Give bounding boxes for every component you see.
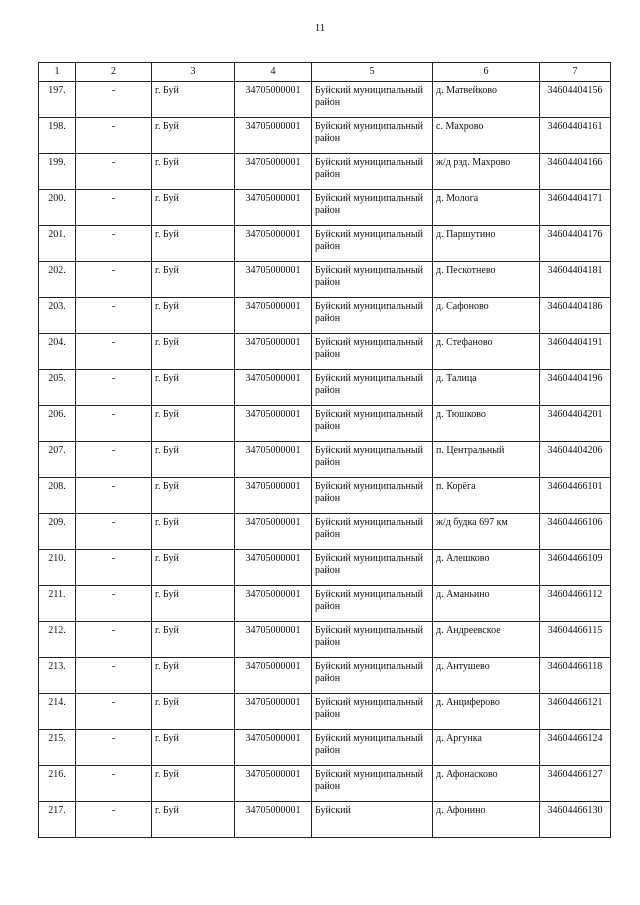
oktmo-city-cell: 34705000001 [235, 334, 312, 370]
row-number: 214. [39, 694, 76, 730]
column-2-cell: - [76, 82, 152, 118]
settlement-cell: д. Аргунка [433, 730, 540, 766]
column-2-cell: - [76, 226, 152, 262]
table-row [39, 154, 611, 190]
row-number: 213. [39, 658, 76, 694]
column-header: 7 [540, 63, 611, 82]
table-row [39, 406, 611, 442]
city-cell: г. Буй [152, 514, 235, 550]
settlement-cell: д. Аманьино [433, 586, 540, 622]
oktmo-city-cell: 34705000001 [235, 298, 312, 334]
city-cell: г. Буй [152, 190, 235, 226]
city-cell: г. Буй [152, 766, 235, 802]
settlement-cell: д. Молога [433, 190, 540, 226]
settlement-cell: д. Афонино [433, 802, 540, 838]
table-row [39, 802, 611, 838]
city-cell: г. Буй [152, 118, 235, 154]
district-cell: Буйский муниципальный район [312, 622, 433, 658]
district-cell: Буйский муниципальный район [312, 226, 433, 262]
settlement-cell: д. Стефаново [433, 334, 540, 370]
registry-table [38, 62, 611, 838]
row-number: 208. [39, 478, 76, 514]
oktmo-settlement-cell: 34604404181 [540, 262, 611, 298]
settlement-cell: д. Пескотнево [433, 262, 540, 298]
row-number: 211. [39, 586, 76, 622]
row-number: 212. [39, 622, 76, 658]
city-cell: г. Буй [152, 730, 235, 766]
oktmo-settlement-cell: 34604404186 [540, 298, 611, 334]
table-row [39, 622, 611, 658]
oktmo-city-cell: 34705000001 [235, 478, 312, 514]
district-cell: Буйский муниципальный район [312, 442, 433, 478]
oktmo-city-cell: 34705000001 [235, 802, 312, 838]
city-cell: г. Буй [152, 622, 235, 658]
oktmo-city-cell: 34705000001 [235, 406, 312, 442]
city-cell: г. Буй [152, 442, 235, 478]
column-2-cell: - [76, 298, 152, 334]
settlement-cell: п. Центральный [433, 442, 540, 478]
row-number: 215. [39, 730, 76, 766]
district-cell: Буйский муниципальный район [312, 514, 433, 550]
city-cell: г. Буй [152, 154, 235, 190]
oktmo-settlement-cell: 34604404191 [540, 334, 611, 370]
oktmo-city-cell: 34705000001 [235, 262, 312, 298]
city-cell: г. Буй [152, 802, 235, 838]
column-2-cell: - [76, 550, 152, 586]
row-number: 199. [39, 154, 76, 190]
row-number: 204. [39, 334, 76, 370]
settlement-cell: д. Тюшково [433, 406, 540, 442]
row-number: 205. [39, 370, 76, 406]
column-2-cell: - [76, 370, 152, 406]
district-cell: Буйский муниципальный район [312, 118, 433, 154]
oktmo-settlement-cell: 34604466118 [540, 658, 611, 694]
settlement-cell: д. Талица [433, 370, 540, 406]
oktmo-city-cell: 34705000001 [235, 658, 312, 694]
page-number: 11 [314, 22, 326, 34]
oktmo-city-cell: 34705000001 [235, 586, 312, 622]
settlement-cell: д. Антушево [433, 658, 540, 694]
oktmo-city-cell: 34705000001 [235, 622, 312, 658]
district-cell: Буйский муниципальный район [312, 730, 433, 766]
oktmo-settlement-cell: 34604404206 [540, 442, 611, 478]
city-cell: г. Буй [152, 550, 235, 586]
row-number: 217. [39, 802, 76, 838]
column-header: 6 [433, 63, 540, 82]
column-2-cell: - [76, 406, 152, 442]
oktmo-city-cell: 34705000001 [235, 118, 312, 154]
district-cell: Буйский [312, 802, 433, 838]
table-row [39, 694, 611, 730]
column-2-cell: - [76, 442, 152, 478]
table-row [39, 442, 611, 478]
city-cell: г. Буй [152, 262, 235, 298]
table-row [39, 118, 611, 154]
oktmo-city-cell: 34705000001 [235, 226, 312, 262]
oktmo-settlement-cell: 34604466109 [540, 550, 611, 586]
table-row [39, 262, 611, 298]
oktmo-settlement-cell: 34604466115 [540, 622, 611, 658]
table-row [39, 82, 611, 118]
settlement-cell: д. Сафоново [433, 298, 540, 334]
row-number: 202. [39, 262, 76, 298]
table-row [39, 298, 611, 334]
column-2-cell: - [76, 694, 152, 730]
row-number: 207. [39, 442, 76, 478]
oktmo-city-cell: 34705000001 [235, 694, 312, 730]
row-number: 198. [39, 118, 76, 154]
column-2-cell: - [76, 514, 152, 550]
column-header: 1 [39, 63, 76, 82]
table-row [39, 226, 611, 262]
oktmo-city-cell: 34705000001 [235, 730, 312, 766]
oktmo-city-cell: 34705000001 [235, 154, 312, 190]
oktmo-city-cell: 34705000001 [235, 442, 312, 478]
column-2-cell: - [76, 586, 152, 622]
oktmo-settlement-cell: 34604466112 [540, 586, 611, 622]
row-number: 203. [39, 298, 76, 334]
district-cell: Буйский муниципальный район [312, 658, 433, 694]
settlement-cell: д. Андреевское [433, 622, 540, 658]
row-number: 210. [39, 550, 76, 586]
city-cell: г. Буй [152, 370, 235, 406]
column-2-cell: - [76, 154, 152, 190]
city-cell: г. Буй [152, 406, 235, 442]
oktmo-settlement-cell: 34604466127 [540, 766, 611, 802]
oktmo-settlement-cell: 34604466121 [540, 694, 611, 730]
column-2-cell: - [76, 334, 152, 370]
row-number: 197. [39, 82, 76, 118]
district-cell: Буйский муниципальный район [312, 190, 433, 226]
table-row [39, 514, 611, 550]
district-cell: Буйский муниципальный район [312, 694, 433, 730]
row-number: 209. [39, 514, 76, 550]
settlement-cell: д. Паршутино [433, 226, 540, 262]
district-cell: Буйский муниципальный район [312, 82, 433, 118]
city-cell: г. Буй [152, 586, 235, 622]
oktmo-settlement-cell: 34604404176 [540, 226, 611, 262]
table-row [39, 370, 611, 406]
settlement-cell: ж/д рзд. Махрово [433, 154, 540, 190]
column-2-cell: - [76, 478, 152, 514]
oktmo-settlement-cell: 34604466130 [540, 802, 611, 838]
oktmo-city-cell: 34705000001 [235, 766, 312, 802]
oktmo-settlement-cell: 34604404171 [540, 190, 611, 226]
column-header: 3 [152, 63, 235, 82]
column-2-cell: - [76, 730, 152, 766]
oktmo-city-cell: 34705000001 [235, 370, 312, 406]
settlement-cell: д. Анциферово [433, 694, 540, 730]
oktmo-settlement-cell: 34604404196 [540, 370, 611, 406]
settlement-cell: ж/д будка 697 км [433, 514, 540, 550]
table-row [39, 766, 611, 802]
table-header-row [39, 63, 611, 82]
table-row [39, 478, 611, 514]
district-cell: Буйский муниципальный район [312, 550, 433, 586]
city-cell: г. Буй [152, 478, 235, 514]
table-row [39, 334, 611, 370]
district-cell: Буйский муниципальный район [312, 586, 433, 622]
column-2-cell: - [76, 622, 152, 658]
oktmo-settlement-cell: 34604466106 [540, 514, 611, 550]
oktmo-settlement-cell: 34604404156 [540, 82, 611, 118]
oktmo-city-cell: 34705000001 [235, 82, 312, 118]
row-number: 200. [39, 190, 76, 226]
city-cell: г. Буй [152, 298, 235, 334]
city-cell: г. Буй [152, 658, 235, 694]
district-cell: Буйский муниципальный район [312, 262, 433, 298]
table-row [39, 586, 611, 622]
table-row [39, 550, 611, 586]
table-row [39, 190, 611, 226]
oktmo-settlement-cell: 34604466124 [540, 730, 611, 766]
row-number: 206. [39, 406, 76, 442]
oktmo-settlement-cell: 34604404201 [540, 406, 611, 442]
column-header: 5 [312, 63, 433, 82]
column-2-cell: - [76, 190, 152, 226]
oktmo-city-cell: 34705000001 [235, 514, 312, 550]
city-cell: г. Буй [152, 82, 235, 118]
district-cell: Буйский муниципальный район [312, 478, 433, 514]
city-cell: г. Буй [152, 226, 235, 262]
oktmo-settlement-cell: 34604404166 [540, 154, 611, 190]
settlement-cell: д. Матвейково [433, 82, 540, 118]
table-row [39, 730, 611, 766]
district-cell: Буйский муниципальный район [312, 370, 433, 406]
settlement-cell: д. Алешково [433, 550, 540, 586]
column-2-cell: - [76, 766, 152, 802]
district-cell: Буйский муниципальный район [312, 334, 433, 370]
oktmo-city-cell: 34705000001 [235, 550, 312, 586]
table-body [39, 82, 611, 838]
oktmo-settlement-cell: 34604466101 [540, 478, 611, 514]
column-2-cell: - [76, 658, 152, 694]
column-2-cell: - [76, 118, 152, 154]
district-cell: Буйский муниципальный район [312, 766, 433, 802]
column-header: 2 [76, 63, 152, 82]
oktmo-settlement-cell: 34604404161 [540, 118, 611, 154]
row-number: 216. [39, 766, 76, 802]
column-2-cell: - [76, 802, 152, 838]
table-row [39, 658, 611, 694]
column-2-cell: - [76, 262, 152, 298]
settlement-cell: п. Корёга [433, 478, 540, 514]
district-cell: Буйский муниципальный район [312, 154, 433, 190]
city-cell: г. Буй [152, 694, 235, 730]
settlement-cell: с. Махрово [433, 118, 540, 154]
row-number: 201. [39, 226, 76, 262]
city-cell: г. Буй [152, 334, 235, 370]
column-header: 4 [235, 63, 312, 82]
district-cell: Буйский муниципальный район [312, 406, 433, 442]
settlement-cell: д. Афонасково [433, 766, 540, 802]
oktmo-city-cell: 34705000001 [235, 190, 312, 226]
district-cell: Буйский муниципальный район [312, 298, 433, 334]
